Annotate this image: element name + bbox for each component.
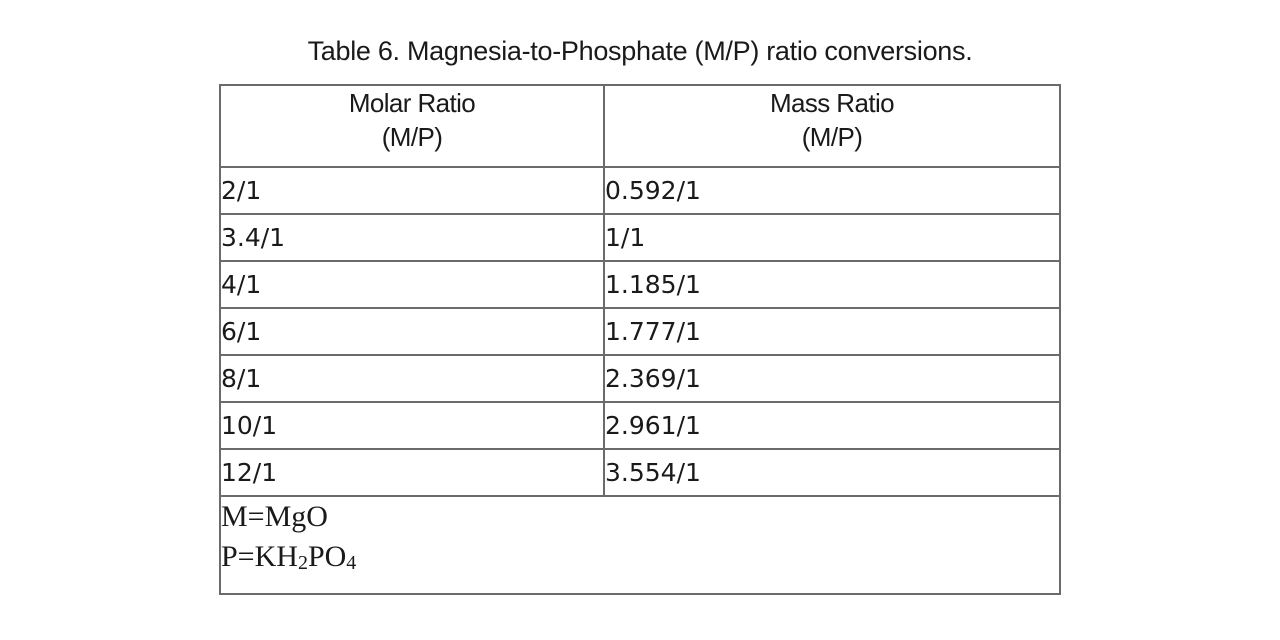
mass-ratio-cell: 0.592/1 — [604, 167, 1060, 214]
ratio-conversion-table — [219, 84, 1061, 595]
table-row — [220, 355, 1060, 402]
mass-ratio-cell: 2.369/1 — [604, 355, 1060, 402]
mass-ratio-cell: 1.185/1 — [604, 261, 1060, 308]
molar-ratio-cell: 3.4/1 — [220, 214, 604, 261]
table-row — [220, 449, 1060, 496]
note-p-definition — [221, 537, 1059, 583]
header-mass-ratio-unit: (M/P) — [801, 122, 863, 152]
molar-ratio-cell: 10/1 — [220, 402, 604, 449]
header-mass-ratio-title: Mass Ratio — [769, 88, 895, 118]
note-p-subscript-2: 2 — [297, 552, 308, 574]
mass-ratio-cell: 1.777/1 — [604, 308, 1060, 355]
table-row — [220, 167, 1060, 214]
mass-ratio-cell: 1/1 — [604, 214, 1060, 261]
mass-ratio-cell: 3.554/1 — [604, 449, 1060, 496]
note-m-definition: M=MgO — [221, 500, 328, 533]
molar-ratio-cell: 6/1 — [220, 308, 604, 355]
header-mass-ratio — [604, 85, 1060, 167]
table-row — [220, 261, 1060, 308]
table-caption: Table 6. Magnesia-to-Phosphate (M/P) ratio conversions. — [307, 36, 973, 66]
table-row — [220, 402, 1060, 449]
header-molar-ratio — [220, 85, 604, 167]
table-row — [220, 308, 1060, 355]
header-molar-ratio-unit: (M/P) — [381, 122, 443, 152]
notes-row — [220, 496, 1060, 594]
note-p-prefix: P=KH — [221, 540, 298, 573]
molar-ratio-cell: 4/1 — [220, 261, 604, 308]
header-molar-ratio-title: Molar Ratio — [348, 88, 476, 118]
molar-ratio-cell: 8/1 — [220, 355, 604, 402]
note-p-subscript-4: 4 — [346, 552, 357, 574]
note-p-middle: PO — [307, 540, 347, 573]
notes-cell — [220, 496, 1060, 594]
table-row — [220, 214, 1060, 261]
molar-ratio-cell: 2/1 — [220, 167, 604, 214]
header-row — [220, 85, 1060, 167]
molar-ratio-cell: 12/1 — [220, 449, 604, 496]
mass-ratio-cell: 2.961/1 — [604, 402, 1060, 449]
